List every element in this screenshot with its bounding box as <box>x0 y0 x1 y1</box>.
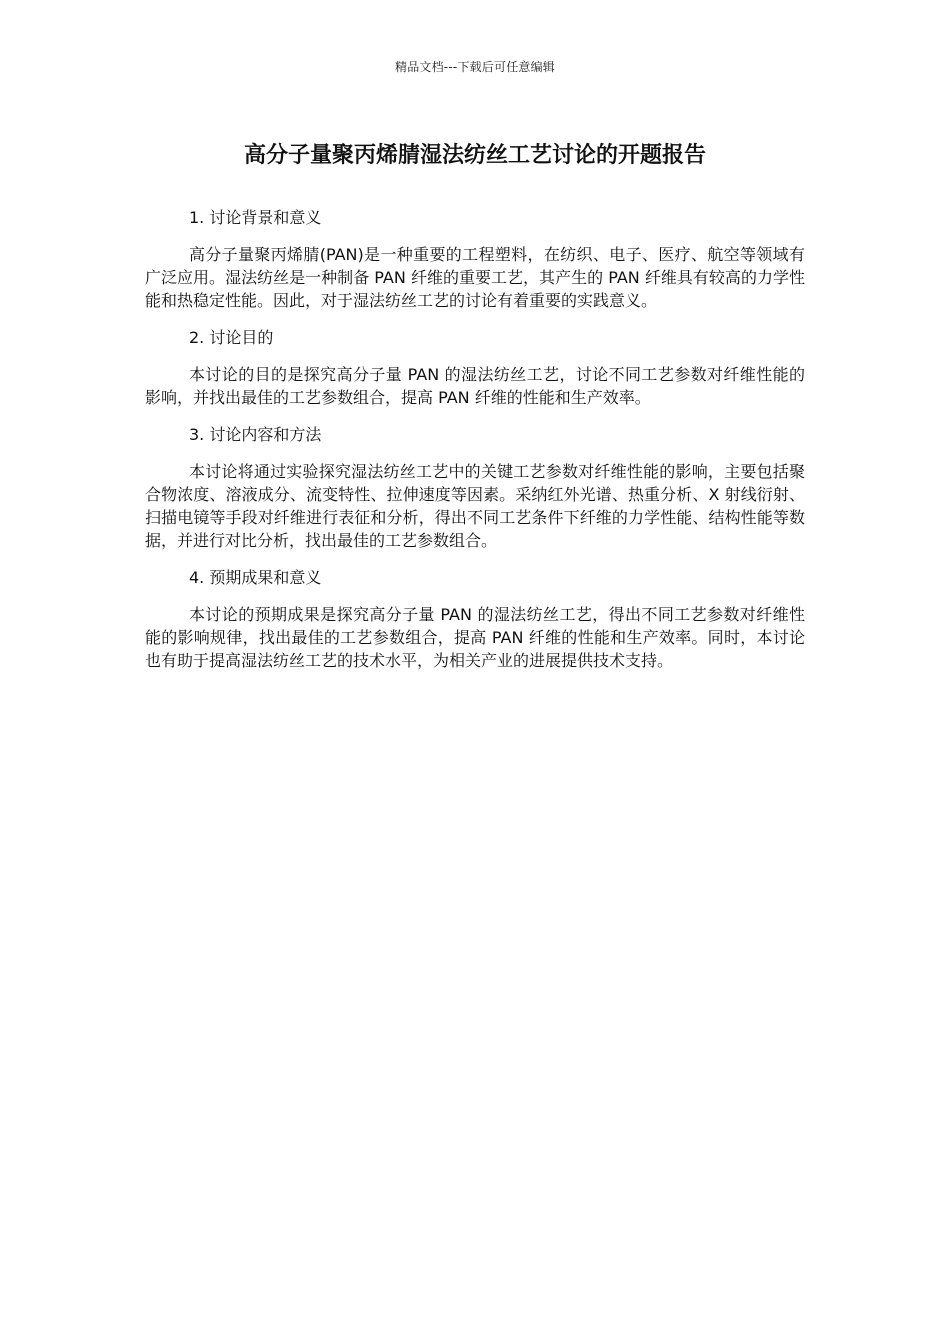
section-heading-purpose: 2. 讨论目的 <box>189 328 274 347</box>
section-heading-expected-results: 4. 预期成果和意义 <box>189 568 322 587</box>
section-body-background: 高分子量聚丙烯腈(PAN)是一种重要的工程塑料，在纺织、电子、医疗、航空等领域有广泛应用。湿法纺丝是一种制备 PAN 纤维的重要工艺，其产生的 PAN 纤维具有较高的力学性能和热稳定性能。因此，对于湿法纺丝工艺的讨论有着重要的实践意义。 <box>145 245 805 310</box>
section-body-expected-results: 本讨论的预期成果是探究高分子量 PAN 的湿法纺丝工艺，得出不同工艺参数对纤维性能的影响规律，找出最佳的工艺参数组合，提高 PAN 纤维的性能和生产效率。同时，本讨论也有助于提高湿法纺丝工艺的技术水平，为相关产业的进展提供技术支持。 <box>145 605 805 670</box>
document-title: 高分子量聚丙烯腈湿法纺丝工艺讨论的开题报告 <box>243 143 706 168</box>
section-body-purpose: 本讨论的目的是探究高分子量 PAN 的湿法纺丝工艺，讨论不同工艺参数对纤维性能的影响，并找出最佳的工艺参数组合，提高 PAN 纤维的性能和生产效率。 <box>145 365 805 407</box>
section-heading-background: 1. 讨论背景和意义 <box>189 208 322 227</box>
document-body <box>145 206 805 686</box>
header-note: 精品文档---下载后可任意编辑 <box>395 60 555 74</box>
section-heading-content-methods: 3. 讨论内容和方法 <box>189 425 322 444</box>
section-body-content-methods: 本讨论将通过实验探究湿法纺丝工艺中的关键工艺参数对纤维性能的影响，主要包括聚合物浓度、溶液成分、流变特性、拉伸速度等因素。采纳红外光谱、热重分析、X 射线衍射、扫描电镜等手段对纤维进行表征和分析，得出不同工艺条件下纤维的力学性能、结构性能等数据，并进行对比分析，找出最佳的工艺参数组合。 <box>145 462 805 550</box>
